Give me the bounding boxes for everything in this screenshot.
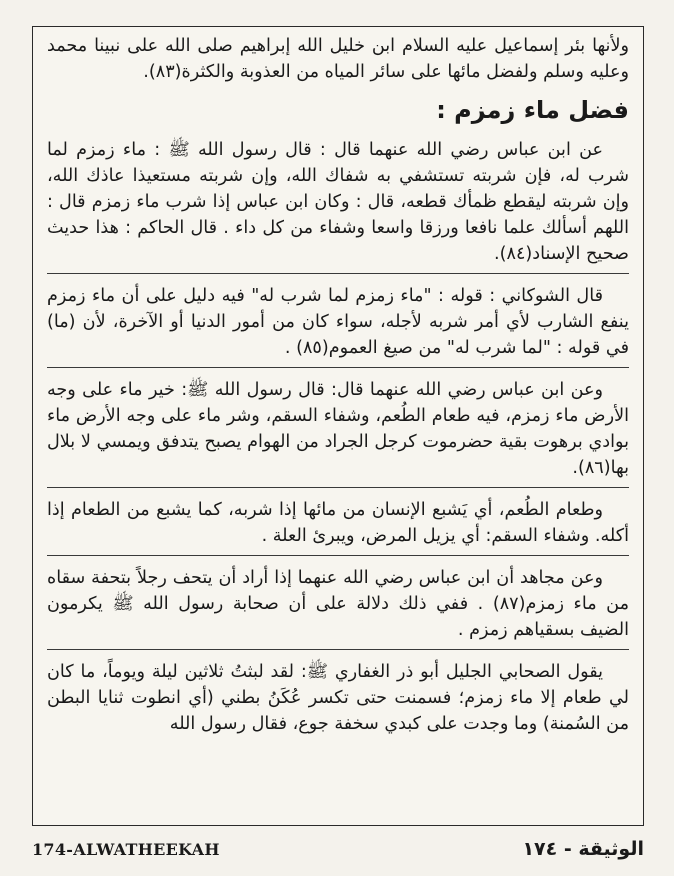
footer-page-label-arabic: الوثيقة - ١٧٤ <box>522 838 644 860</box>
paragraph-block <box>47 283 629 368</box>
paragraph-block <box>47 565 629 650</box>
intro-paragraph: ولأنها بئر إسماعيل عليه السلام ابن خليل الله إبراهيم صلى الله على نبينا محمد وعليه وسلم ولفضل مائها على سائر المياه من العذوبة والكثرة(٨٣). <box>47 36 629 82</box>
section-heading: فضل ماء زمزم : <box>436 96 629 124</box>
paragraph-block <box>47 497 629 556</box>
paragraph: وطعام الطُعم، أي يَشبع الإنسان من مائها إذا شربه، كما يشبع من الطعام إذا أكله. وشفاء السقم: أي يزيل المرض، ويبرئ العلة . <box>47 500 629 546</box>
paragraph-block <box>47 377 629 488</box>
page-footer <box>32 840 644 866</box>
page-content <box>47 33 629 743</box>
footer-page-label-latin: 174-ALWATHEEKAH <box>32 840 220 859</box>
paragraph: عن ابن عباس رضي الله عنهما قال : قال رسول الله ﷺ : ماء زمزم لما شرب له، فإن شربته تستشفي به شفاك الله، وإن شربته مستعيذا عاذك الله، وإن شربته ليقطع ظمأك قطعه، قال : وكان ابن عباس إذا شرب ماء زمزم قال : اللهم أسألك علما نافعا ورزقا واسعا وشفاء من كل داء . قال الحاكم : هذا حديث صحيح الإسناد(٨٤). <box>47 140 629 264</box>
paragraph-block <box>47 659 629 743</box>
paragraph: يقول الصحابي الجليل أبو ذر الغفاري ﷺ: لقد لبثتُ ثلاثين ليلة ويوماً، ما كان لي طعام إلا ماء زمزم؛ فسمنت حتى تكسر عُكَنُ بطني (أي انطوت ثنايا البطن من السُمنة) وما وجدت على كبدي سخفة جوع، فقال رسول الله <box>47 662 629 734</box>
paragraph: قال الشوكاني : قوله : "ماء زمزم لما شرب له" فيه دليل على أن ماء زمزم ينفع الشارب لأي أمر شربه لأجله، سواء كان من أمور الدنيا أو الآخرة، لأن (ما) في قوله : "لما شرب له" من صيغ العموم(٨٥) . <box>47 286 629 358</box>
page-frame <box>32 26 644 826</box>
paragraph-block <box>47 137 629 274</box>
paragraph: وعن ابن عباس رضي الله عنهما قال: قال رسول الله ﷺ: خير ماء على وجه الأرض ماء زمزم، فيه طعام الطُعم، وشفاء السقم، وشر ماء على وجه الأرض ماء بوادي برهوت بقية حضرموت كرجل الجراد من الهوام يصبح يتدفق ويمسي لا بلال بها(٨٦). <box>47 380 629 478</box>
paragraph: وعن مجاهد أن ابن عباس رضي الله عنهما إذا أراد أن يتحف رجلاً بتحفة سقاه من ماء زمزم(٨٧) . ففي ذلك دلالة على أن صحابة رسول الله ﷺ يكرمون الضيف بسقياهم زمزم . <box>47 568 629 640</box>
